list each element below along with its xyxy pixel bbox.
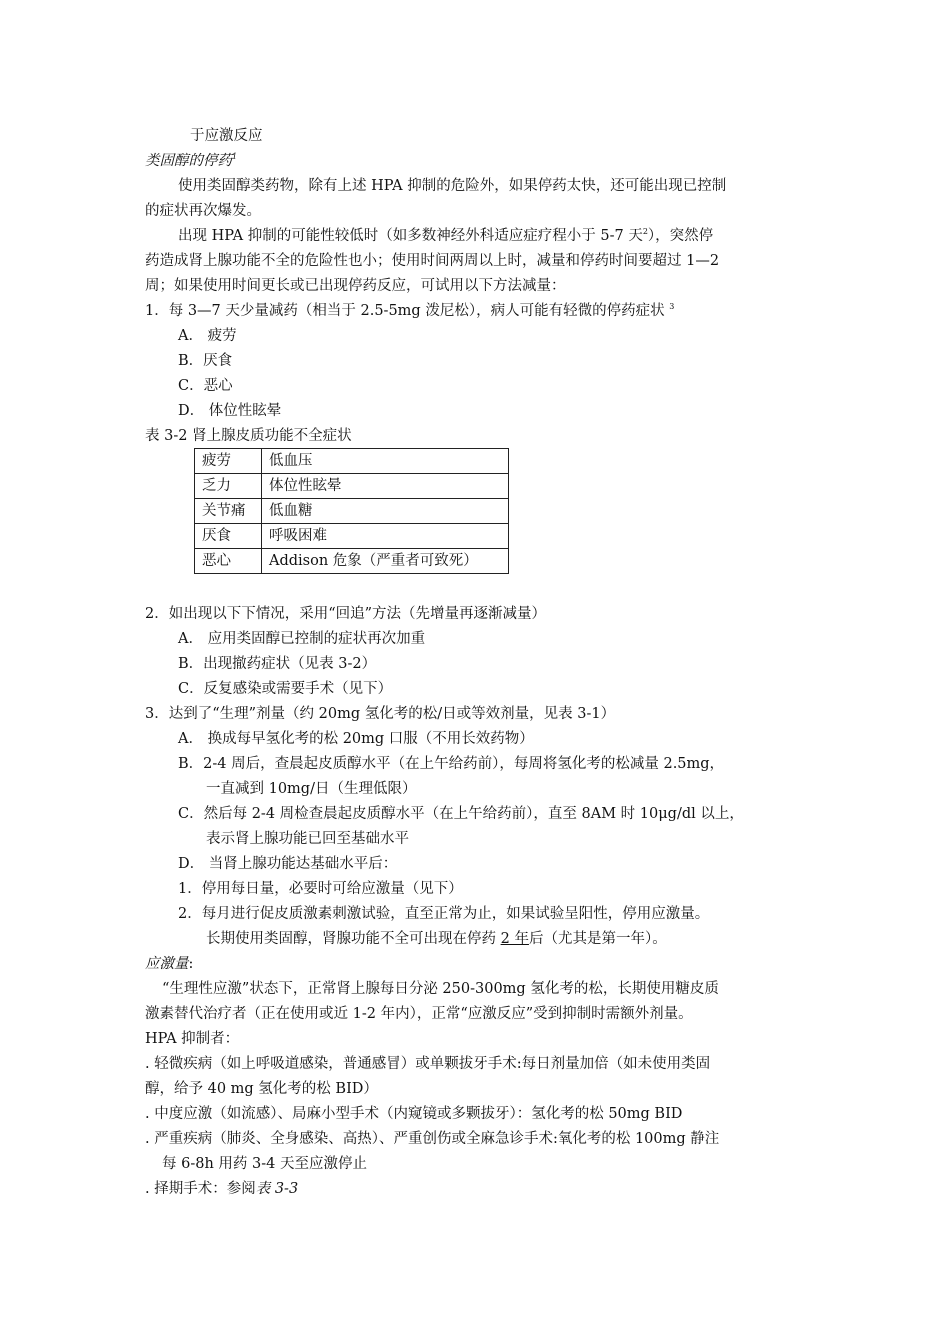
stress-bullet3-line2: 每 6-8h 用药 3-4 天至应激停止: [162, 1156, 367, 1172]
step3-item-c-line1: C．然后每 2-4 周检查晨起皮质醇水平（在上午给药前），直至 8AM 时 10μg/dl 以上，: [178, 806, 744, 822]
stress-heading-text: 应激量: [145, 956, 189, 972]
table-row: [195, 499, 509, 524]
withdrawal-p1-line2: 的症状再次爆发。: [145, 203, 261, 219]
stress-bullet2: . 中度应激（如流感）、局麻小型手术（内窥镜或多颗拔牙）：氢化考的松 50mg BID: [145, 1106, 683, 1122]
step3: 3．达到了“生理”剂量（约 20mg 氢化考的松/日或等效剂量，见表 3-1）: [145, 706, 616, 722]
step1-ref: 3: [669, 302, 675, 312]
step3-d3b: 后（尤其是第一年）。: [528, 931, 667, 947]
intro-fragment: 于应激反应: [190, 128, 263, 144]
step1-item-a: A． 疲劳: [178, 328, 237, 344]
table-cell: 疲劳: [195, 449, 262, 474]
withdrawal-p2-line1a: 出现 HPA 抑制的可能性较低时（如多数神经外科适应症疗程小于 5-7 天: [178, 228, 643, 244]
step2-item-a: A． 应用类固醇已控制的症状再次加重: [178, 631, 426, 647]
stress-p1: “生理性应激”状态下，正常肾上腺每日分泌 250-300mg 氢化考的松，长期使用糖皮质: [162, 981, 719, 997]
step2: 2．如出现以下下情况，采用“回追”方法（先增量再逐渐减量）: [145, 606, 547, 622]
withdrawal-heading-text: 类固醇的停药: [145, 153, 232, 169]
withdrawal-p2-line2: 药造成肾上腺功能不全的危险性也小；使用时间两周以上时，减量和停药时间要超过 1—2: [145, 253, 720, 269]
stress-heading: [145, 954, 193, 974]
step3-item-b-line2: 一直减到 10mg/日（生理低限）: [206, 781, 417, 797]
stress-bullet1-line2: 醇，给予 40 mg 氢化考的松 BID）: [145, 1081, 378, 1097]
table-cell: 厌食: [195, 524, 262, 549]
withdrawal-heading-ref: 1: [232, 152, 238, 162]
stress-bullet4-ref: 表 3-3: [255, 1181, 299, 1197]
step3-item-d1: 1．停用每日量，必要时可给应激量（见下）: [178, 881, 463, 897]
step2-item-b: B．出现撤药症状（见表 3-2）: [178, 656, 377, 672]
withdrawal-p2-line1: [178, 226, 713, 246]
step1-item-d: D． 体位性眩晕: [178, 403, 282, 419]
table-row: [195, 549, 509, 574]
table-cell: 恶心: [195, 549, 262, 574]
stress-bullet3-line1: . 严重疾病（肺炎、全身感染、高热）、严重创伤或全麻急诊手术:氧化考的松 100mg 静注: [145, 1131, 720, 1147]
symptom-table: [194, 448, 509, 574]
step2-item-c: C．反复感染或需要手术（见下）: [178, 681, 393, 697]
table-row: [195, 449, 509, 474]
stress-p3: HPA 抑制者：: [145, 1031, 240, 1047]
withdrawal-p2-ref: 2: [642, 227, 648, 237]
step3-item-d: D． 当肾上腺功能达基础水平后：: [178, 856, 398, 872]
table-cell: 低血压: [262, 449, 509, 474]
table-cell: 关节痛: [195, 499, 262, 524]
table-row: [195, 524, 509, 549]
withdrawal-p1-line1: 使用类固醇类药物，除有上述 HPA 抑制的危险外，如果停药太快，还可能出现已控制: [178, 178, 727, 194]
step3-item-b-line1: B．2-4 周后，查晨起皮质醇水平（在上午给药前），每周将氢化考的松减量 2.5mg，: [178, 756, 725, 772]
stress-bullet1-line1: . 轻微疾病（如上呼吸道感染，普通感冒）或单颗拔牙手术:每日剂量加倍（如未使用类固: [145, 1056, 711, 1072]
stress-heading-colon: :: [188, 956, 194, 972]
withdrawal-heading: [145, 151, 237, 171]
step1: [145, 301, 674, 321]
withdrawal-p2-line3: 周；如果使用时间更长或已出现停药反应，可试用以下方法减量：: [145, 278, 566, 294]
table-row: [195, 474, 509, 499]
stress-p2: 激素替代治疗者（正在使用或近 1-2 年内），正常“应激反应”受到抑制时需额外剂量。: [145, 1006, 693, 1022]
table-cell: 乏力: [195, 474, 262, 499]
table-cell: 呼吸困难: [262, 524, 509, 549]
step3-item-d3: [206, 929, 667, 949]
step3-item-c-line2: 表示肾上腺功能已回至基础水平: [206, 831, 409, 847]
step3-d3-underlined: 2 年: [500, 931, 529, 947]
step1-item-c: C．恶心: [178, 378, 233, 394]
stress-bullet4: [145, 1179, 298, 1199]
step3-d3a: 长期使用类固醇，肾腺功能不全可出现在停药: [206, 931, 501, 947]
step1-text: 1．每 3—7 天少量减药（相当于 2.5-5mg 泼尼松），病人可能有轻微的停药症状: [145, 303, 665, 319]
table-caption: 表 3-2 肾上腺皮质功能不全症状: [145, 428, 352, 444]
step1-item-b: B．厌食: [178, 353, 233, 369]
step3-item-d2: 2．每月进行促皮质激素刺激试验，直至正常为止，如果试验呈阳性，停用应激量。: [178, 906, 710, 922]
withdrawal-p2-line1b: ），突然停: [647, 228, 714, 244]
stress-bullet4-text: . 择期手术：参阅: [145, 1181, 256, 1197]
table-cell: 低血糖: [262, 499, 509, 524]
table-cell: 体位性眩晕: [262, 474, 509, 499]
step3-item-a: A． 换成每早氢化考的松 20mg 口服（不用长效药物）: [178, 731, 534, 747]
table-cell: Addison 危象（严重者可致死）: [262, 549, 509, 574]
